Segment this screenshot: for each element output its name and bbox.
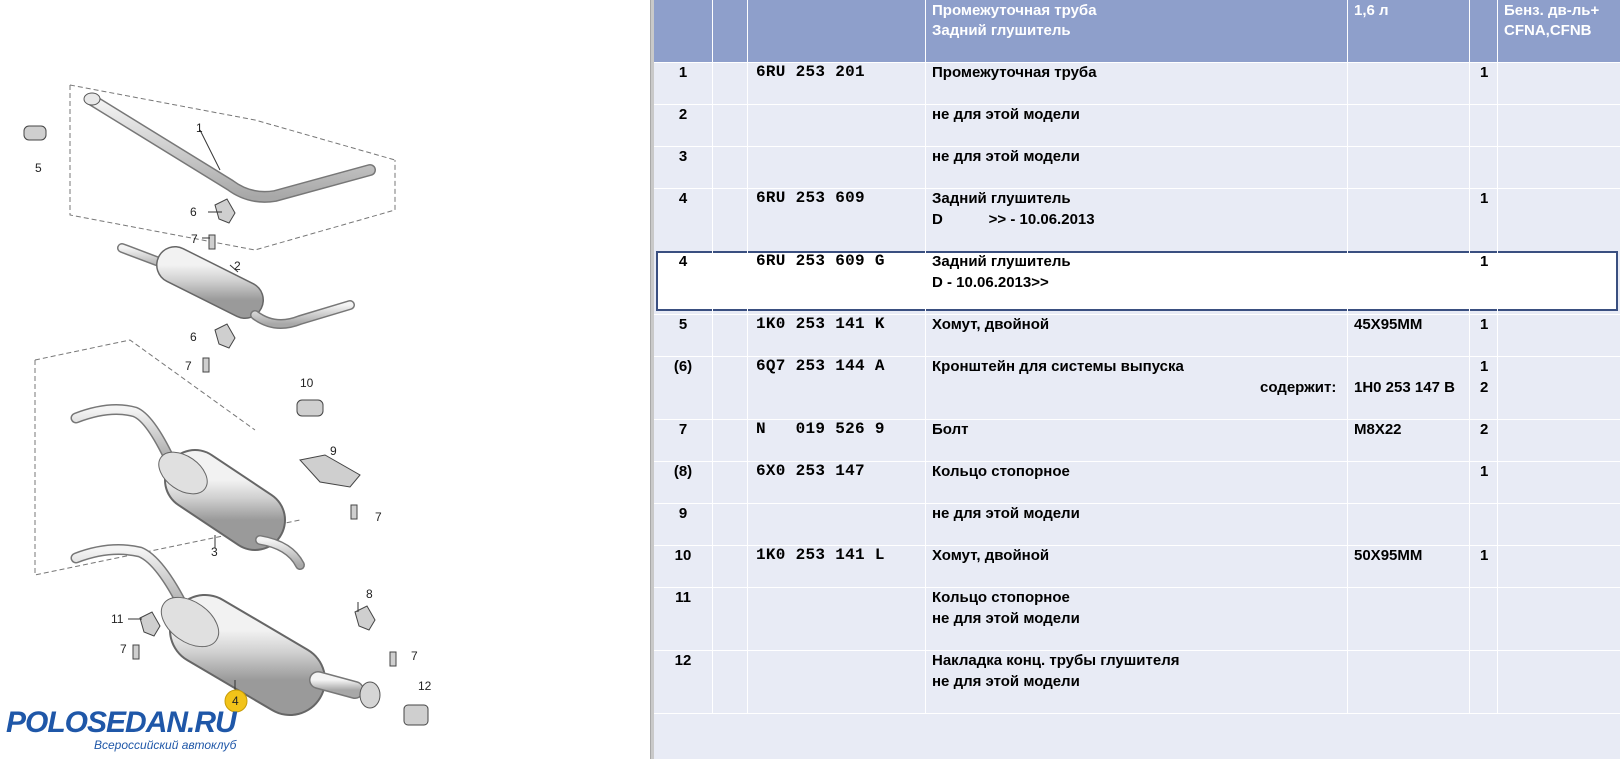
table-header xyxy=(654,0,1620,62)
row-name: Задний глушитель xyxy=(932,190,1071,207)
row-name-detail: D - 10.06.2013>> xyxy=(932,274,1049,291)
svg-text:7: 7 xyxy=(120,642,127,656)
row-name-detail: не для этой модели xyxy=(932,673,1080,690)
svg-text:4: 4 xyxy=(232,694,239,708)
row-name: Кольцо стопорное xyxy=(932,589,1070,606)
row-spec: 50X95MM xyxy=(1354,547,1423,564)
exhaust-diagram xyxy=(0,0,650,759)
svg-text:3: 3 xyxy=(211,545,218,559)
row-part-number: 6RU 253 609 G xyxy=(756,252,885,270)
row-name: Болт xyxy=(932,421,969,438)
row-qty: 1 xyxy=(1480,253,1489,270)
row-pos: 11 xyxy=(675,589,691,606)
svg-text:8: 8 xyxy=(366,587,373,601)
row-pos: 7 xyxy=(678,421,688,438)
row-name: не для этой модели xyxy=(932,106,1080,123)
svg-text:12: 12 xyxy=(418,679,432,693)
row-qty: 1 xyxy=(1480,463,1489,480)
row-qty: 1 xyxy=(1480,547,1489,564)
header-description-1: Промежуточная труба xyxy=(932,2,1097,19)
row-contains-label: содержит: xyxy=(1260,379,1337,396)
row-pos: (6) xyxy=(673,358,693,375)
row-part-number: 6RU 253 201 xyxy=(756,63,865,81)
polosedan-logo: POLOSEDAN.RU xyxy=(6,706,236,739)
header-description-2: Задний глушитель xyxy=(932,22,1071,39)
svg-text:7: 7 xyxy=(185,359,192,373)
row-qty: 1 xyxy=(1480,358,1489,375)
row-part-number: 1K0 253 141 K xyxy=(756,315,885,333)
row-part-number: N 019 526 9 xyxy=(756,420,885,438)
row-contains-part: 1H0 253 147 B xyxy=(1354,379,1455,396)
row-pos: (8) xyxy=(673,463,693,480)
svg-text:5: 5 xyxy=(35,161,42,175)
part-3-muffler xyxy=(76,410,300,565)
part-4-rear-muffler xyxy=(76,550,380,708)
row-pos: 4 xyxy=(678,253,688,270)
row-pos: 1 xyxy=(678,64,688,81)
row-pos: 3 xyxy=(678,148,688,165)
row-part-number: 6Q7 253 144 A xyxy=(756,357,885,375)
parts-table xyxy=(654,0,1620,759)
svg-text:7: 7 xyxy=(191,232,198,246)
header-engine-1: Бенз. дв-ль+ xyxy=(1504,2,1600,19)
row-part-number: 1K0 253 141 L xyxy=(756,546,885,564)
row-name: Кронштейн для системы выпуска xyxy=(932,358,1184,375)
row-name: Накладка конц. трубы глушителя xyxy=(932,652,1180,669)
row-pos: 10 xyxy=(674,547,692,564)
row-name: не для этой модели xyxy=(932,148,1080,165)
row-qty: 1 xyxy=(1480,64,1489,81)
svg-text:11: 11 xyxy=(111,612,124,626)
svg-text:10: 10 xyxy=(300,376,314,390)
header-engine-2: CFNA,CFNB xyxy=(1504,22,1592,39)
row-spec: M8X22 xyxy=(1354,421,1402,438)
svg-text:7: 7 xyxy=(375,510,382,524)
svg-text:6: 6 xyxy=(190,205,197,219)
row-name: Кольцо стопорное xyxy=(932,463,1070,480)
row-name: Задний глушитель xyxy=(932,253,1071,270)
svg-text:1: 1 xyxy=(196,121,203,135)
row-pos: 2 xyxy=(678,106,688,123)
row-qty: 2 xyxy=(1480,421,1489,438)
row-pos: 5 xyxy=(678,316,688,333)
svg-text:9: 9 xyxy=(330,444,337,458)
row-part-number: 6RU 253 609 xyxy=(756,189,865,207)
row-part-number: 6X0 253 147 xyxy=(756,462,865,480)
row-qty: 1 xyxy=(1480,316,1489,333)
row-name: Промежуточная труба xyxy=(932,64,1097,81)
svg-text:7: 7 xyxy=(411,649,418,663)
row-contains-qty: 2 xyxy=(1480,379,1489,396)
row-spec: 45X95MM xyxy=(1354,316,1423,333)
polosedan-tagline: Всероссийский автоклуб xyxy=(94,738,237,752)
row-pos: 12 xyxy=(674,652,692,669)
row-name: Хомут, двойной xyxy=(932,547,1050,564)
row-pos: 4 xyxy=(678,190,688,207)
row-name: Хомут, двойной xyxy=(932,316,1050,333)
part-1-intermediate-pipe xyxy=(84,93,370,197)
header-spec: 1,6 л xyxy=(1354,2,1389,19)
row-pos: 9 xyxy=(678,505,688,522)
svg-text:6: 6 xyxy=(190,330,197,344)
row-name-detail: D >> - 10.06.2013 xyxy=(932,211,1095,228)
diagram-illustration xyxy=(0,0,650,759)
row-qty: 1 xyxy=(1480,190,1489,207)
row-name: не для этой модели xyxy=(932,505,1080,522)
row-name-detail: не для этой модели xyxy=(932,610,1080,627)
svg-text:2: 2 xyxy=(234,259,241,273)
